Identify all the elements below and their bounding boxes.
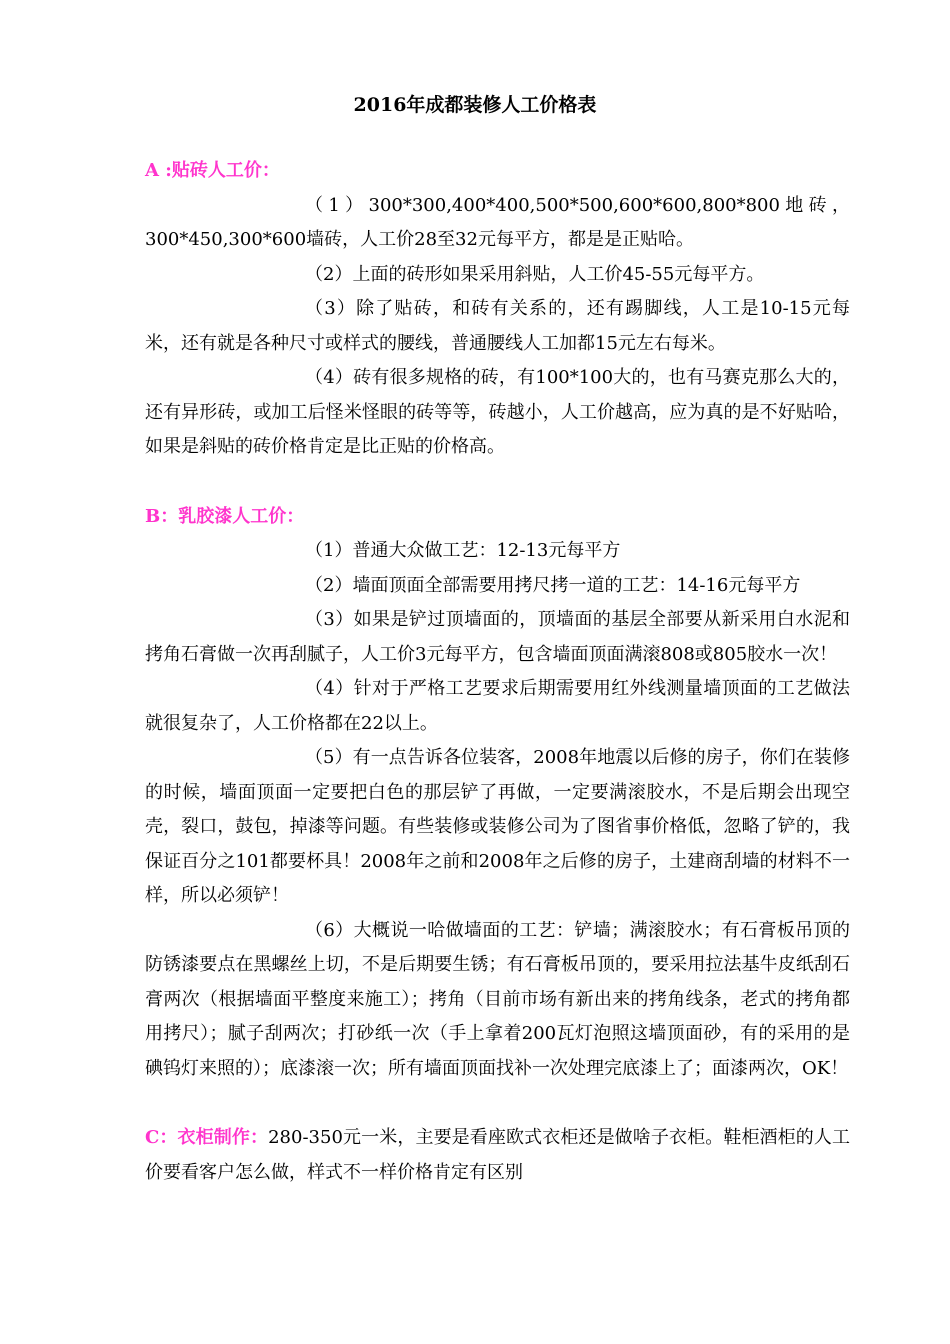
section-a-item-4: （4）砖有很多规格的砖，有100*100大的，也有马赛克那么大的，还有异形砖，或加工后怪米怪眼的砖等等，砖越小，人工价越高，应为真的是不好贴哈，如果是斜贴的砖价格肯定是比正贴的价格高。: [145, 367, 850, 457]
section-b-item-3: （3）如果是铲过顶墙面的，顶墙面的基层全部要从新采用白水泥和拷角石膏做一次再刮腻子，人工价3元每平方，包含墙面顶面满滚808或805胶水一次！: [145, 609, 850, 665]
section-c-heading: C：衣柜制作：: [145, 1127, 269, 1148]
document-title: 2016年成都装修人工价格表: [353, 94, 597, 116]
section-b-item-6: （6）大概说一哈做墙面的工艺：铲墙；满滚胶水；有石膏板吊顶的防锈漆要点在黑螺丝上切，不是后期要生锈；有石膏板吊顶的，要采用拉法基牛皮纸刮石膏两次（根据墙面平整度来施工）；拷角（目前市场有新出来的拷角线条，老式的拷角都用拷尺）；腻子刮两次；打砂纸一次（手上拿着200瓦灯泡照这墙顶面砂，有的采用的是碘钨灯来照的）；底漆滚一次；所有墙面顶面找补一次处理完底漆上了；面漆两次，OK！: [145, 919, 850, 1079]
section-a-item-3: （3）除了贴砖，和砖有关系的，还有踢脚线，人工是10-15元每米，还有就是各种尺寸或样式的腰线，普通腰线人工加都15元左右每米。: [145, 298, 850, 354]
section-a-item-2: （2）上面的砖形如果采用斜贴，人工价45-55元每平方。: [305, 263, 765, 285]
section-a-item-1: （1）300*300,400*400,500*500,600*600,800*800地砖，300*450,300*600墙砖，人工价28至32元每平方，都是是正贴哈。: [145, 194, 850, 250]
section-c-paragraph: [145, 1121, 850, 1190]
section-b-item-4: （4）针对于严格工艺要求后期需要用红外线测量墙顶面的工艺做法就很复杂了，人工价格都在22以上。: [145, 678, 850, 734]
section-b-item-1: （1）普通大众做工艺：12-13元每平方: [305, 540, 621, 561]
section-b-item-5: （5）有一点告诉各位装客，2008年地震以后修的房子，你们在装修的时候，墙面顶面一定要把白色的那层铲了再做，一定要满滚胶水，不是后期会出现空壳，裂口，鼓包，掉漆等问题。有些装修或装修公司为了图省事价格低，忽略了铲的，我保证百分之101都要杯具！2008年之前和2008年之后修的房子，土建商刮墙的材料不一样，所以必须铲！: [145, 747, 850, 906]
section-spacer: [145, 465, 850, 500]
section-c-text: 280-350元一米，主要是看座欧式衣柜还是做啥子衣柜。鞋柜酒柜的人工价要看客户怎么做，样式不一样价格肯定有区别: [145, 1127, 851, 1183]
section-a-heading: A :贴砖人工价：: [145, 160, 280, 181]
section-b-item-2: （2）墙面顶面全部需要用拷尺拷一道的工艺：14-16元每平方: [305, 574, 801, 596]
document-body: [145, 154, 850, 1190]
section-b: [145, 500, 850, 1087]
section-c: [145, 1121, 850, 1190]
section-spacer: [145, 1086, 850, 1121]
section-a: [145, 154, 850, 465]
section-b-heading: B：乳胶漆人工价：: [145, 505, 305, 527]
